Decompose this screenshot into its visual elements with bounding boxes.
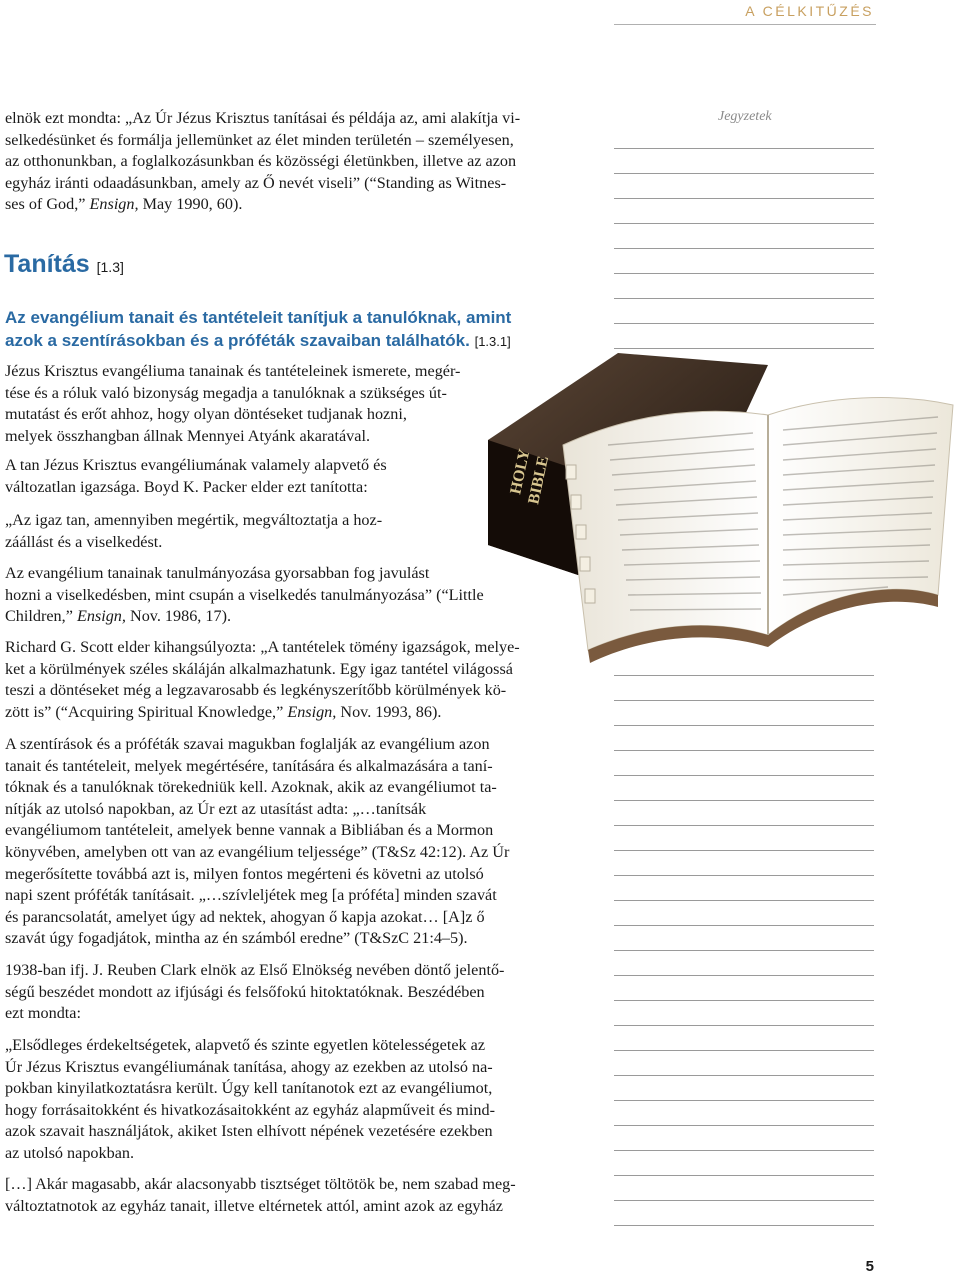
paragraph	[5, 637, 520, 723]
text-line: napi szent próféták tanításait. „…szívleljétek meg [a próféta] minden szavát	[5, 886, 497, 905]
text-line: ket a körülmények széles skáláján alkalmazhatunk. Egy igaz tantétel világossá	[5, 659, 513, 678]
note-line	[614, 675, 874, 676]
subheading-line: Az evangélium tanait és tantételeit tanítjuk a tanulóknak, amint	[5, 308, 512, 327]
text-line: „Az igaz tan, amennyiben megértik, megváltoztatja a hoz-	[5, 511, 383, 529]
text-line: Az evangélium tanainak tanulmányozása gyorsabban fog javulást	[5, 564, 430, 582]
note-line	[614, 925, 874, 926]
note-line	[614, 1200, 874, 1201]
index-tab	[576, 525, 586, 539]
text-line: hogy forrásaitokként és hivatkozásaitokként az egyház alapműveit és mind-	[5, 1100, 495, 1119]
text-line: könyvében, amelyben ott van az evangélium teljessége” (T&Sz 42:12). Az Úr	[5, 842, 510, 861]
note-line	[614, 323, 874, 324]
text-line: Úr Jézus Krisztus evangéliumának tanítása, ahogy az ezekben az utolsó na-	[5, 1057, 493, 1076]
quote-paragraph	[5, 1035, 495, 1165]
text-line: 1938-ban ifj. J. Reuben Clark elnök az Első Elnökség nevében döntő jelentő-	[5, 961, 505, 979]
text-line: megerősítette továbbá azt is, milyen fontos megérteni és követni az utolsó	[5, 864, 484, 883]
text-line: Richard G. Scott elder kihangsúlyozta: „A tantételek tömény igazságok, melye-	[5, 638, 520, 656]
note-line	[614, 148, 874, 149]
text-line: mutatást és erőt ahhoz, hogy olyan döntéseket tudjanak hozni,	[5, 405, 407, 424]
note-line	[614, 248, 874, 249]
note-line	[614, 825, 874, 826]
text-line: azok szavait használjátok, akiket Isten elhívott népének vezetésére ezekben	[5, 1122, 493, 1141]
header-rule	[614, 24, 876, 25]
text-line: […] Akár magasabb, akár alacsonyabb tisztséget töltötök be, nem szabad meg-	[5, 1175, 516, 1193]
note-line	[614, 273, 874, 274]
quote-paragraph	[5, 510, 382, 553]
note-line	[614, 1225, 874, 1226]
notes-label: Jegyzetek	[718, 109, 772, 124]
subheading-ref: [1.3.1]	[474, 334, 511, 349]
text-line: tése és a róluk való bizonyság megadja a tanulóknak a szükséges út-	[5, 383, 447, 402]
note-line	[614, 725, 874, 726]
text-line: záállást és a viselkedést.	[5, 532, 163, 551]
note-line	[614, 1075, 874, 1076]
text-line: Children,” Ensign, Nov. 1986, 17).	[5, 607, 232, 626]
paragraph	[5, 455, 387, 498]
text-line: selkedésünket és formálja jellemünket az élet minden területén – személyesen,	[5, 130, 514, 149]
text-line: evangéliumom tantételeit, amelyek benne vannak a Bibliában és a Mormon	[5, 821, 494, 840]
text-line: teszi a döntéseket még a legzavarosabb és legkényszerítőbb körülmények kö-	[5, 681, 507, 700]
spine-title: BIBLE	[525, 454, 553, 506]
note-line	[614, 750, 874, 751]
note-line	[614, 173, 874, 174]
note-line	[614, 1050, 874, 1051]
note-line	[614, 1025, 874, 1026]
index-tab	[571, 495, 581, 509]
note-line	[614, 223, 874, 224]
text-line: A tan Jézus Krisztus evangéliumának valamely alapvető és	[5, 456, 387, 474]
note-line	[614, 975, 874, 976]
note-line	[614, 1175, 874, 1176]
text-line: melyek összhangban állnak Mennyei Atyánk akaratával.	[5, 426, 370, 445]
text-line: hozni a viselkedésben, mint csupán a viselkedés tanulmányozása” (“Little	[5, 585, 484, 604]
bible-illustration	[468, 345, 960, 670]
note-line	[614, 875, 874, 876]
text-line: változtatnotok az egyház tanait, illetve eltérnetek attól, amint azok az egyház	[5, 1196, 503, 1215]
section-title: Tanítás	[4, 250, 90, 278]
text-line: Jézus Krisztus evangéliuma tanainak és tantételeinek ismerete, megér-	[5, 362, 461, 380]
text-line: „Elsődleges érdekeltségetek, alapvető és szinte egyetlen kötelességetek az	[5, 1036, 486, 1054]
text-line: az utolsó napokban.	[5, 1143, 135, 1162]
text-line: pokban kinyilatkoztatásra került. Úgy kell tanítanotok ezt az evangéliumot,	[5, 1079, 493, 1098]
text-line: az otthonunkban, a foglalkozásunkban és közösségi életünkben, illetve az azon	[5, 152, 517, 171]
text-line: ses of God,” Ensign, May 1990, 60).	[5, 195, 243, 214]
text-line: szavát úgy fogadjátok, mintha az én számból eredne” (T&SzC 21:4–5).	[5, 929, 468, 948]
note-line	[614, 1125, 874, 1126]
note-line	[614, 298, 874, 299]
index-tab	[585, 589, 595, 603]
text-line: ezt mondta:	[5, 1004, 81, 1023]
paragraph	[5, 734, 509, 950]
text-line: ségű beszédet mondott az ifjúsági és felsőfokú hitoktatóknak. Beszédében	[5, 982, 485, 1001]
note-line	[614, 1100, 874, 1101]
paragraph	[5, 563, 484, 628]
text-line: tóknak és a tanulóknak törekedniük kell. Azoknak, akik az evangéliumot ta-	[5, 778, 497, 797]
quote-paragraph	[5, 1174, 516, 1217]
text-line: és parancsolatát, amelyet úgy ad nektek, ahogyan ő kapja azokat… [A]z ő	[5, 907, 485, 926]
note-line	[614, 800, 874, 801]
text-line: tanait és tantételeit, melyek megértésére, tanítására és alkalmazására a taní-	[5, 756, 493, 775]
section-tag: A CÉLKITŰZÉS	[745, 3, 874, 19]
note-line	[614, 1150, 874, 1151]
paragraph	[5, 361, 460, 447]
paragraph	[5, 960, 504, 1025]
note-line	[614, 198, 874, 199]
section-ref: [1.3]	[96, 259, 124, 275]
text-line: elnök ezt mondta: „Az Úr Jézus Krisztus tanításai és példája az, ami alakítja vi-	[5, 109, 521, 127]
intro-paragraph	[5, 108, 520, 216]
spine-title: HOLY	[507, 447, 534, 496]
note-line	[614, 775, 874, 776]
note-line	[614, 1000, 874, 1001]
open-bible-left-page	[563, 411, 768, 650]
index-tab	[566, 465, 576, 479]
text-line: változatlan igazsága. Boyd K. Packer elder ezt tanította:	[5, 477, 368, 496]
text-line: nítják az utolsó napokban, az Úr ezt az utasítást adta: „…tanítsák	[5, 799, 427, 818]
note-line	[614, 900, 874, 901]
note-line	[614, 850, 874, 851]
text-line: A szentírások és a próféták szavai magukban foglalják az evangélium azon	[5, 735, 490, 753]
note-line	[614, 700, 874, 701]
page-number: 5	[865, 1258, 874, 1275]
text-line: egyház iránti odaadásunkban, amely az Ő nevét viseli” (“Standing as Witnes-	[5, 173, 507, 192]
section-heading	[4, 250, 124, 279]
note-line	[614, 950, 874, 951]
text-line: zött is” (“Acquiring Spiritual Knowledge,” Ensign, Nov. 1993, 86).	[5, 702, 442, 721]
subheading-line: azok a szentírásokban és a próféták szavaiban találhatók.	[5, 331, 470, 350]
index-tab	[580, 557, 590, 571]
